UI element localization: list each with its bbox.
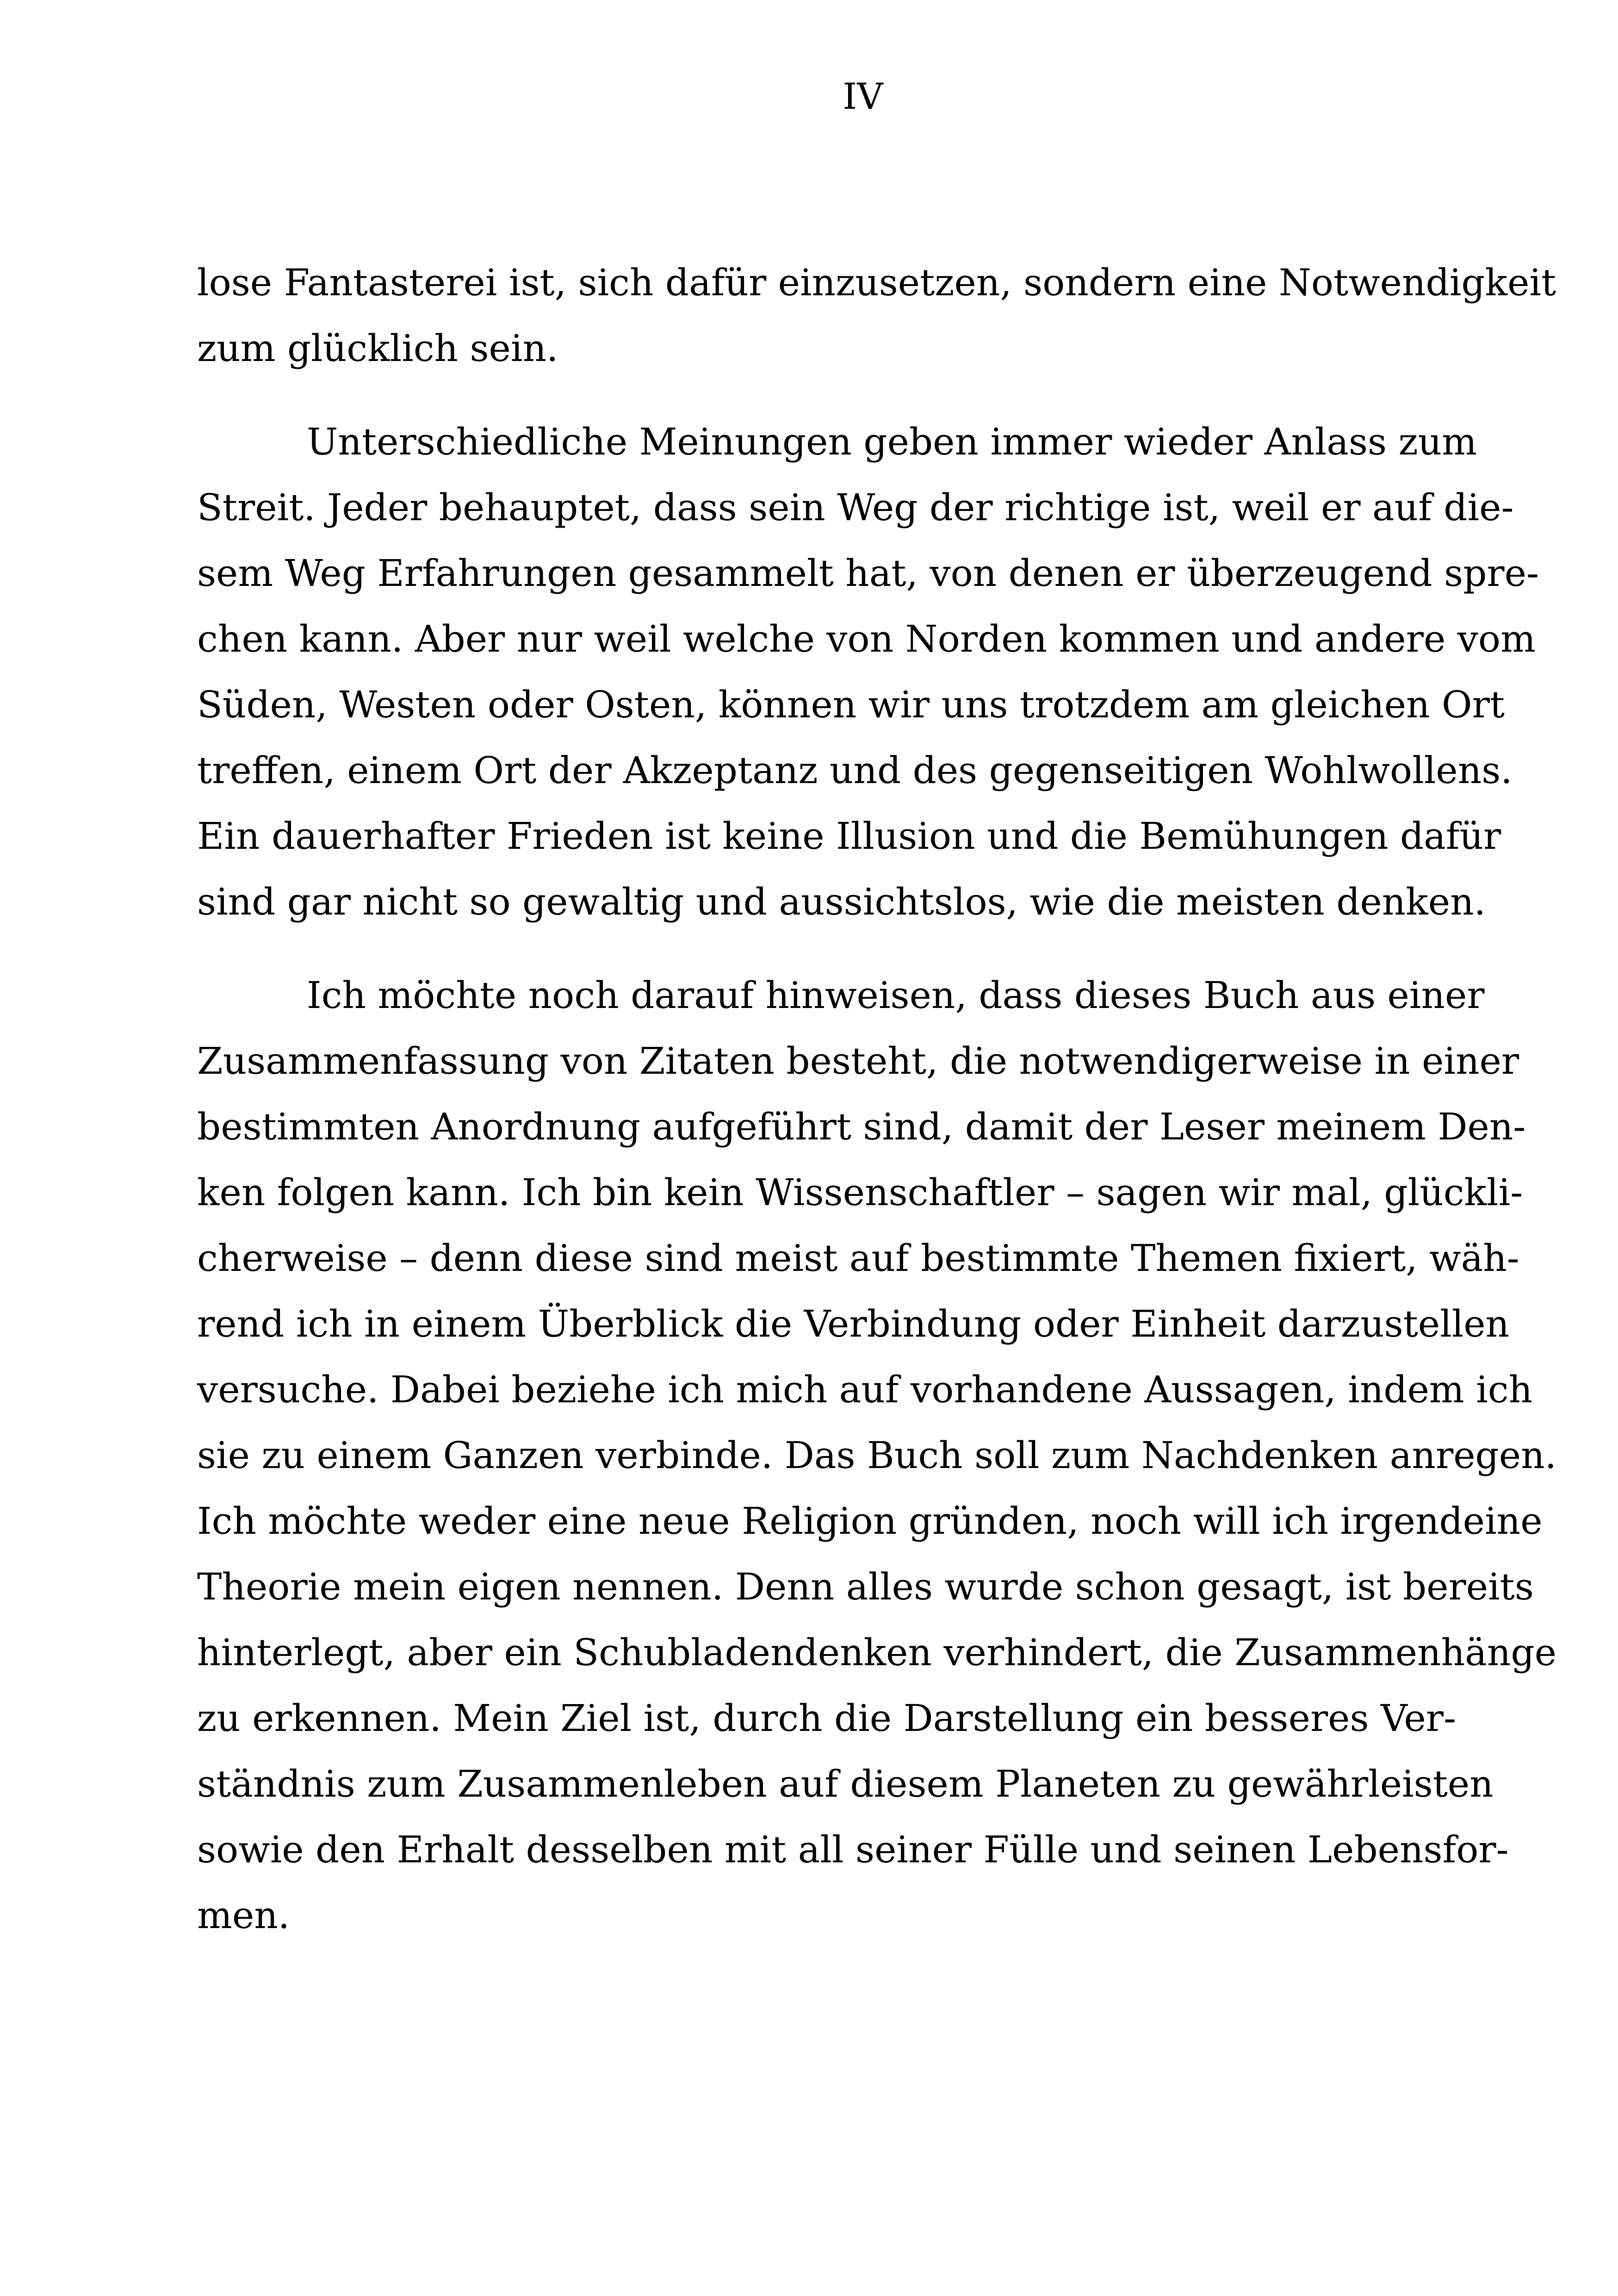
text-line: cherweise – denn diese sind meist auf bestimmte Themen fixiert, wäh- bbox=[197, 1237, 1519, 1280]
paragraph-3 bbox=[197, 963, 1557, 1948]
text-line: sie zu einem Ganzen verbinde. Das Buch soll zum Nachdenken anregen. bbox=[197, 1434, 1557, 1477]
text-line: Ich möchte noch darauf hinweisen, dass dieses Buch aus einer bbox=[307, 974, 1485, 1017]
text-line: sowie den Erhalt desselben mit all seiner Fülle und seinen Lebensfor- bbox=[197, 1828, 1509, 1871]
text-line: zu erkennen. Mein Ziel ist, durch die Darstellung ein besseres Ver- bbox=[197, 1697, 1457, 1740]
text-line: lose Fantasterei ist, sich dafür einzusetzen, sondern eine Notwendigkeit bbox=[197, 261, 1556, 304]
page-number: IV bbox=[843, 76, 883, 118]
text-line: Unterschiedliche Meinungen geben immer wieder Anlass zum bbox=[307, 420, 1477, 463]
text-line: Streit. Jeder behauptet, dass sein Weg der richtige ist, weil er auf die- bbox=[197, 486, 1514, 529]
text-line: zum glücklich sein. bbox=[197, 327, 558, 370]
body-text bbox=[197, 250, 1557, 1948]
text-line: sind gar nicht so gewaltig und aussichtslos, wie die meisten denken. bbox=[197, 880, 1486, 923]
text-line: Ich möchte weder eine neue Religion gründen, noch will ich irgendeine bbox=[197, 1500, 1543, 1543]
text-line: men. bbox=[197, 1894, 290, 1937]
text-line: versuche. Dabei beziehe ich mich auf vorhandene Aussagen, indem ich bbox=[197, 1368, 1533, 1411]
text-line: Theorie mein eigen nennen. Denn alles wurde schon gesagt, ist bereits bbox=[197, 1565, 1534, 1608]
text-line: bestimmten Anordnung aufgeführt sind, damit der Leser meinem Den- bbox=[197, 1105, 1526, 1148]
text-line: ständnis zum Zusammenleben auf diesem Planeten zu gewährleisten bbox=[197, 1762, 1494, 1805]
text-line: treffen, einem Ort der Akzeptanz und des gegenseitigen Wohlwollens. bbox=[197, 749, 1513, 792]
paragraph-2 bbox=[197, 409, 1539, 935]
text-line: hinterlegt, aber ein Schubladendenken verhindert, die Zusammenhänge bbox=[197, 1631, 1556, 1674]
text-line: Süden, Westen oder Osten, können wir uns trotzdem am gleichen Ort bbox=[197, 683, 1505, 726]
text-line: sem Weg Erfahrungen gesammelt hat, von denen er überzeugend spre- bbox=[197, 552, 1539, 595]
text-line: rend ich in einem Überblick die Verbindung oder Einheit darzustellen bbox=[197, 1302, 1510, 1345]
text-line: chen kann. Aber nur weil welche von Norden kommen und andere vom bbox=[197, 617, 1536, 660]
paragraph-1 bbox=[197, 250, 1556, 381]
text-line: ken folgen kann. Ich bin kein Wissenschaftler – sagen wir mal, glückli- bbox=[197, 1171, 1523, 1214]
text-line: Ein dauerhafter Frieden ist keine Illusion und die Bemühungen dafür bbox=[197, 815, 1501, 858]
text-line: Zusammenfassung von Zitaten besteht, die notwendigerweise in einer bbox=[197, 1039, 1519, 1083]
